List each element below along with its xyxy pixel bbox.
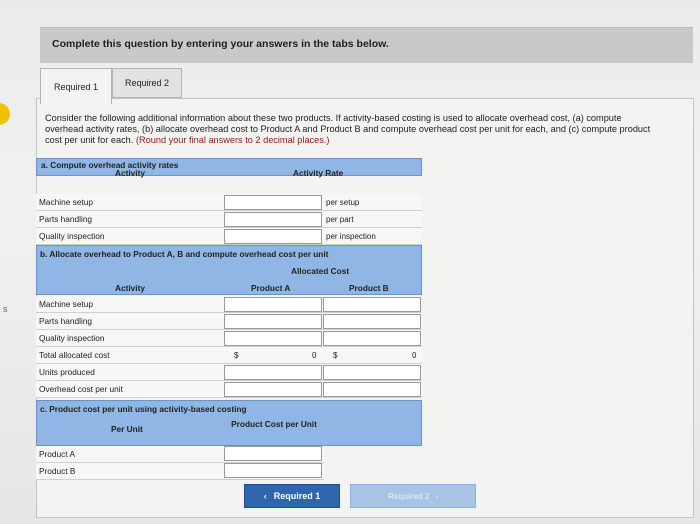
part-c-col-per-unit: Per Unit [111, 424, 143, 434]
previous-button-label: Required 1 [273, 491, 321, 501]
alloc-input-a-machine-setup[interactable] [224, 297, 322, 312]
product-cost-input-b[interactable] [224, 463, 322, 478]
part-a-col-rate: Activity Rate [293, 168, 344, 178]
part-b-header [36, 245, 422, 295]
rate-input-parts-handling[interactable] [224, 212, 322, 227]
overhead-input-b[interactable] [323, 382, 421, 397]
tab-label: Required 2 [124, 78, 170, 88]
alloc-input-a-quality-inspection[interactable] [224, 331, 322, 346]
part-b-total-row [36, 347, 422, 364]
question-body: Consider the following additional information about these two products. If activity-based costing is used to allocate overhead cost, (a) compute overhead activity rates, (b) allocate overhead cost to Product A and Product B and compute overhead cost per unit for each, and (c) compute product cost per unit for each. [45, 113, 651, 145]
part-b-col-product-b: Product B [349, 283, 389, 293]
chevron-left-icon: ‹ [263, 491, 267, 501]
chevron-right-icon: › [435, 491, 438, 501]
part-b-row-label: Machine setup [39, 299, 93, 309]
part-a-col-activity: Activity [115, 168, 145, 178]
question-text [45, 113, 660, 146]
alloc-input-b-quality-inspection[interactable] [323, 331, 421, 346]
part-a-row-label: Parts handling [39, 214, 93, 224]
part-a-row-label: Quality inspection [39, 231, 105, 241]
instructions-text: Complete this question by entering your answers in the tabs below. [52, 38, 389, 50]
part-b-row-label: Quality inspection [39, 333, 105, 343]
rate-unit: per inspection [326, 232, 376, 241]
alloc-input-b-parts-handling[interactable] [323, 314, 421, 329]
product-cost-input-a[interactable] [224, 446, 322, 461]
total-b-value: 0 [412, 351, 417, 360]
part-b-title: b. Allocate overhead to Product A, B and compute overhead cost per unit [40, 249, 329, 259]
part-b-group-label: Allocated Cost [291, 266, 350, 276]
side-margin-mark: s [3, 304, 8, 314]
part-b-units-label: Units produced [39, 367, 95, 377]
next-button-label: Required 2 [387, 491, 430, 501]
part-b-total-label: Total allocated cost [39, 350, 110, 360]
total-b-currency: $ [333, 351, 338, 360]
units-input-b[interactable] [323, 365, 421, 380]
question-rounding-note: (Round your final answers to 2 decimal places.) [135, 135, 330, 145]
next-required-button[interactable] [350, 484, 476, 508]
part-c-title: c. Product cost per unit using activity-based costing [40, 404, 247, 414]
tab-required-1[interactable] [40, 68, 112, 104]
alloc-input-a-parts-handling[interactable] [224, 314, 322, 329]
part-b-row-label: Parts handling [39, 316, 93, 326]
part-b-col-activity: Activity [115, 283, 145, 293]
part-a-row-label: Machine setup [39, 197, 93, 207]
total-a-currency: $ [234, 351, 239, 360]
units-input-a[interactable] [224, 365, 322, 380]
part-a-title: a. Compute overhead activity rates [41, 160, 179, 170]
rate-input-quality-inspection[interactable] [224, 229, 322, 244]
tab-label: Required 1 [53, 81, 99, 92]
part-c-header [36, 400, 422, 446]
rate-unit: per setup [326, 198, 360, 207]
previous-required-button[interactable] [244, 484, 340, 508]
part-b-overhead-label: Overhead cost per unit [39, 384, 123, 394]
rate-unit: per part [326, 215, 354, 224]
instructions-bar [40, 27, 693, 63]
rate-input-machine-setup[interactable] [224, 195, 322, 210]
overhead-input-a[interactable] [224, 382, 322, 397]
part-c-row-label: Product B [39, 466, 76, 476]
tab-required-2[interactable] [112, 68, 182, 98]
alloc-input-b-machine-setup[interactable] [323, 297, 421, 312]
total-a-value: 0 [312, 351, 317, 360]
part-a-header [36, 158, 422, 176]
part-b-col-product-a: Product A [251, 283, 291, 293]
part-c-col-cost: Product Cost per Unit [231, 419, 317, 429]
part-c-row-label: Product A [39, 449, 75, 459]
